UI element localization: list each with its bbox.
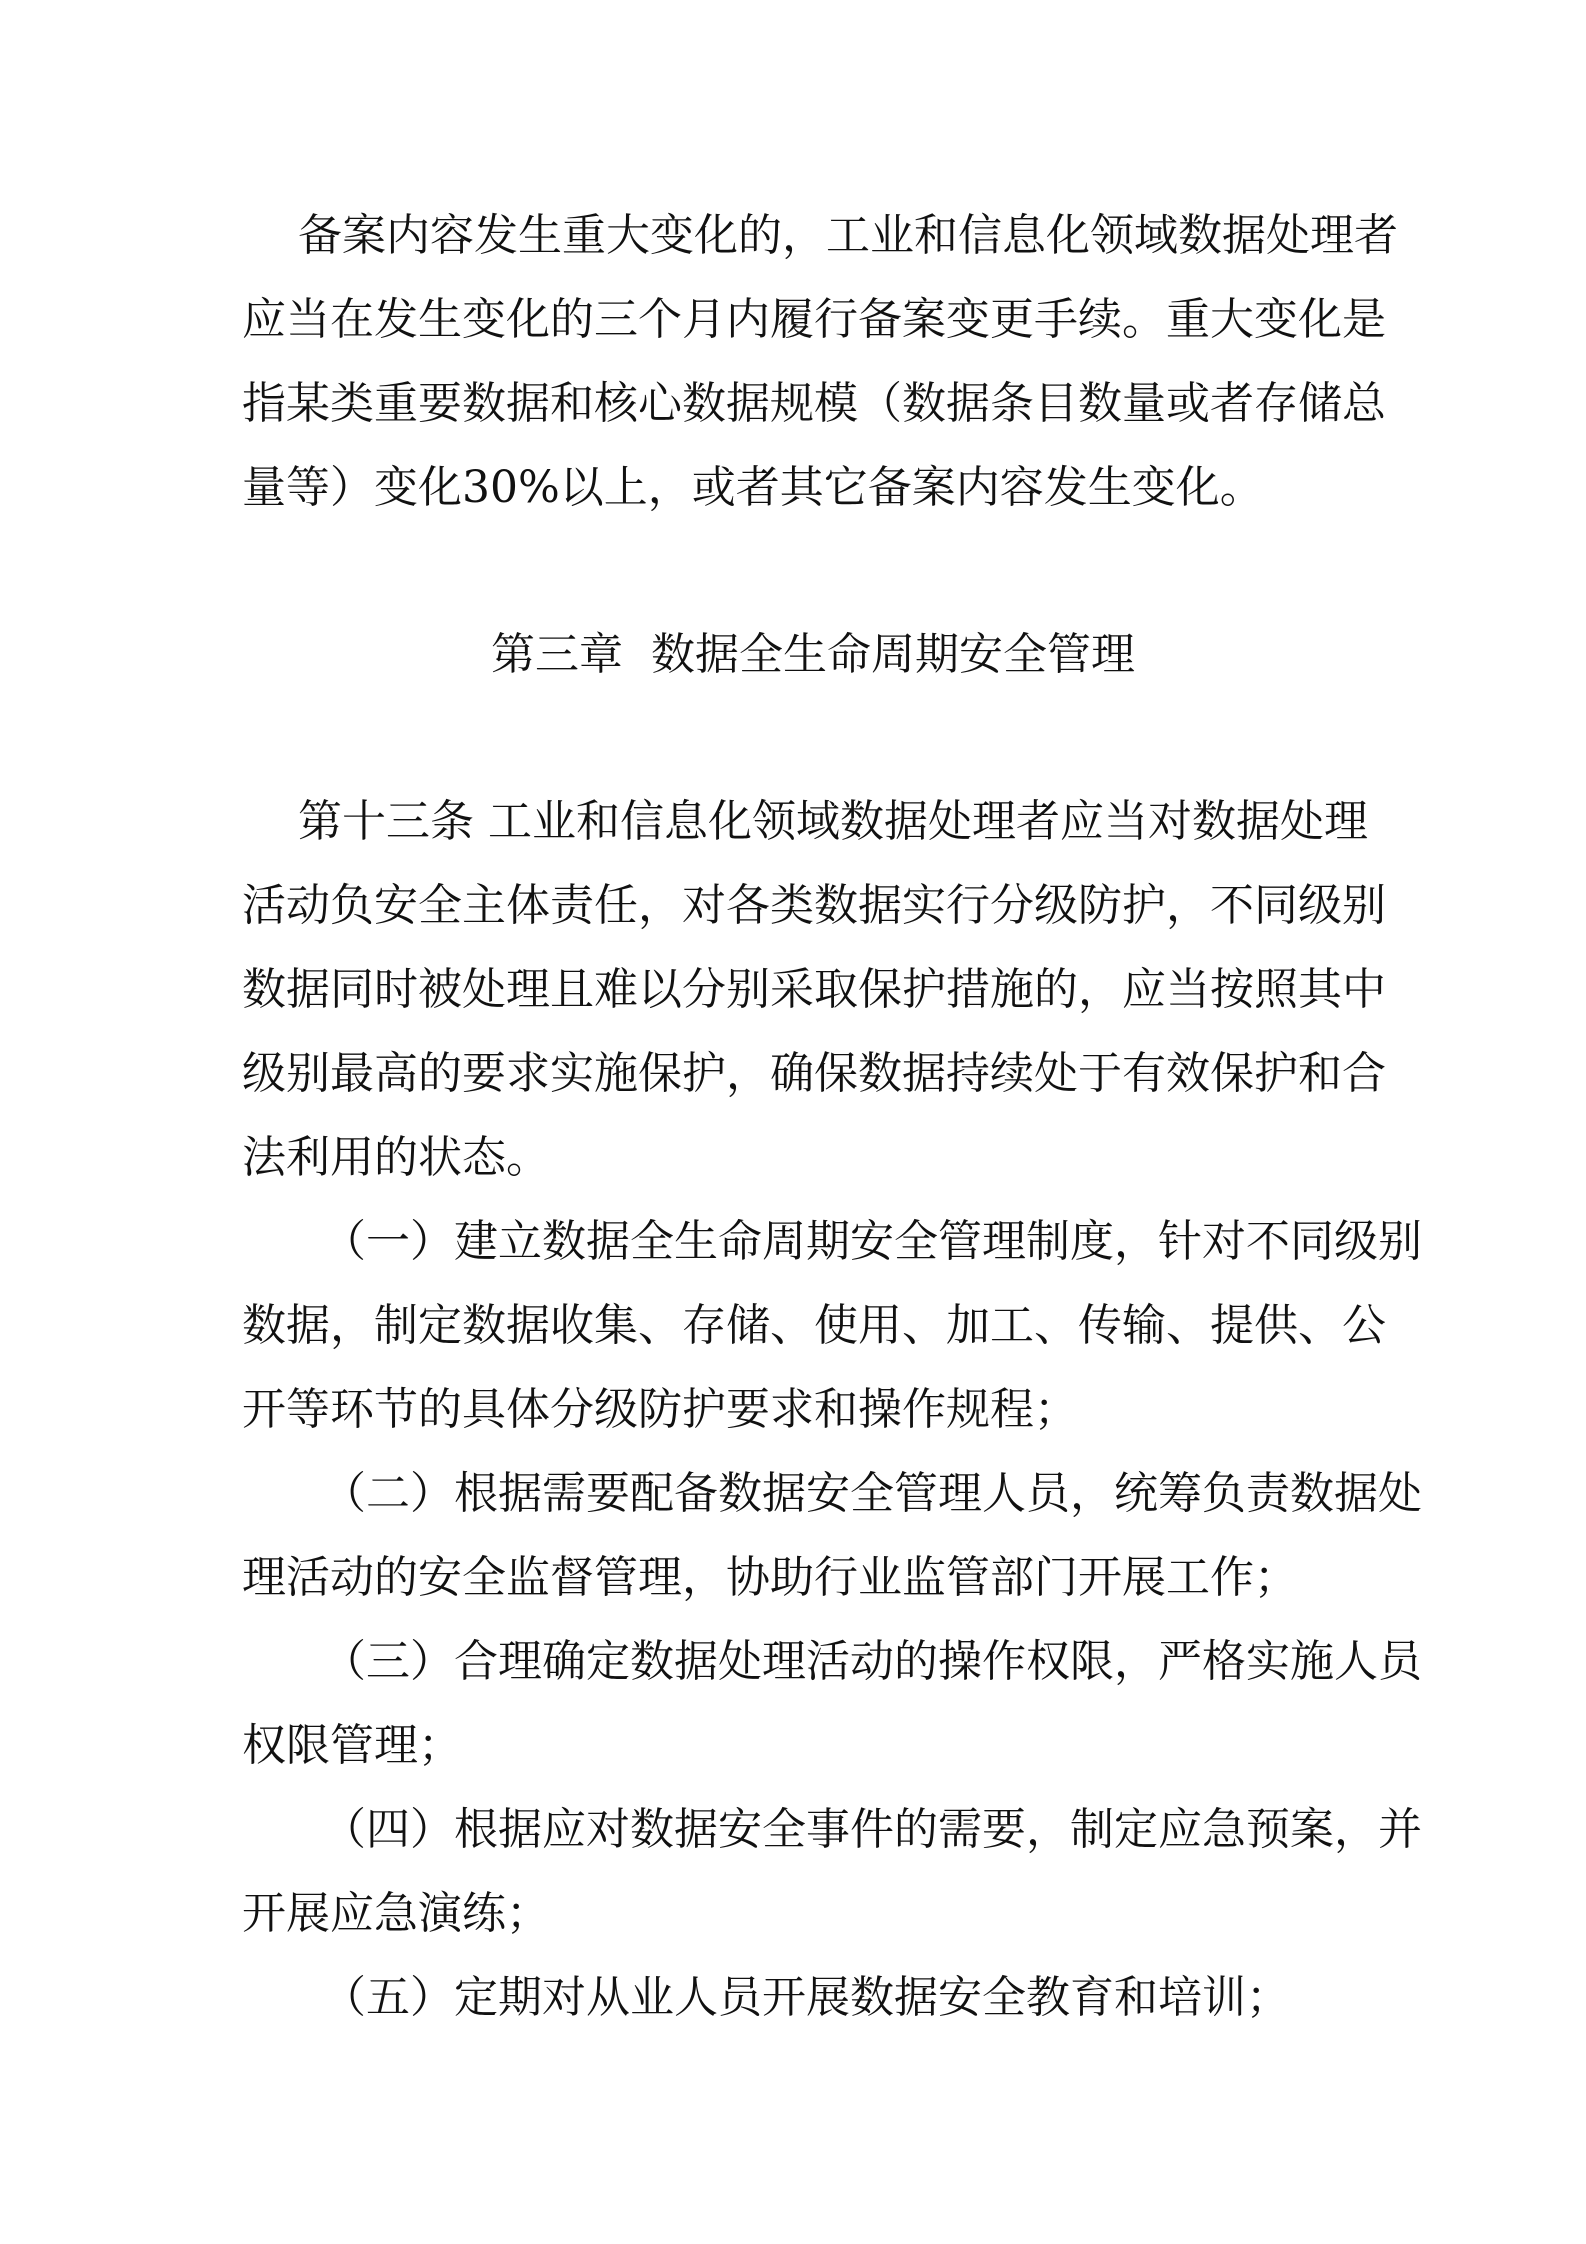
text-line: 数据，制定数据收集、存储、使用、加工、传输、提供、公 bbox=[242, 1300, 1386, 1351]
text-line: （一）建立数据全生命周期安全管理制度，针对不同级别 bbox=[322, 1216, 1422, 1267]
text-line: 备案内容发生重大变化的，工业和信息化领域数据处理者 bbox=[298, 210, 1398, 261]
chapter-heading: 第三章 数据全生命周期安全管理 bbox=[491, 629, 1135, 680]
text-line: （四）根据应对数据安全事件的需要，制定应急预案，并 bbox=[322, 1804, 1422, 1855]
text-line: 权限管理； bbox=[242, 1720, 462, 1771]
text-line: 第十三条 工业和信息化领域数据处理者应当对数据处理 bbox=[298, 796, 1368, 847]
text-line: （三）合理确定数据处理活动的操作权限，严格实施人员 bbox=[322, 1636, 1422, 1687]
text-line: 指某类重要数据和核心数据规模（数据条目数量或者存储总 bbox=[242, 378, 1386, 429]
text-line: （五）定期对从业人员开展数据安全教育和培训； bbox=[322, 1972, 1290, 2023]
text-line: 应当在发生变化的三个月内履行备案变更手续。重大变化是 bbox=[242, 294, 1386, 345]
text-line: 活动负安全主体责任，对各类数据实行分级防护，不同级别 bbox=[242, 880, 1386, 931]
text-line: 开展应急演练； bbox=[242, 1888, 550, 1939]
text-line: 开等环节的具体分级防护要求和操作规程； bbox=[242, 1384, 1078, 1435]
text-line: 理活动的安全监督管理，协助行业监管部门开展工作； bbox=[242, 1552, 1298, 1603]
text-line: 级别最高的要求实施保护，确保数据持续处于有效保护和合 bbox=[242, 1048, 1386, 1099]
text-line: 量等）变化30%以上，或者其它备案内容发生变化。 bbox=[242, 462, 1264, 513]
text-line: （二）根据需要配备数据安全管理人员，统筹负责数据处 bbox=[322, 1468, 1422, 1519]
text-line: 法利用的状态。 bbox=[242, 1132, 550, 1183]
text-line: 数据同时被处理且难以分别采取保护措施的，应当按照其中 bbox=[242, 964, 1386, 1015]
